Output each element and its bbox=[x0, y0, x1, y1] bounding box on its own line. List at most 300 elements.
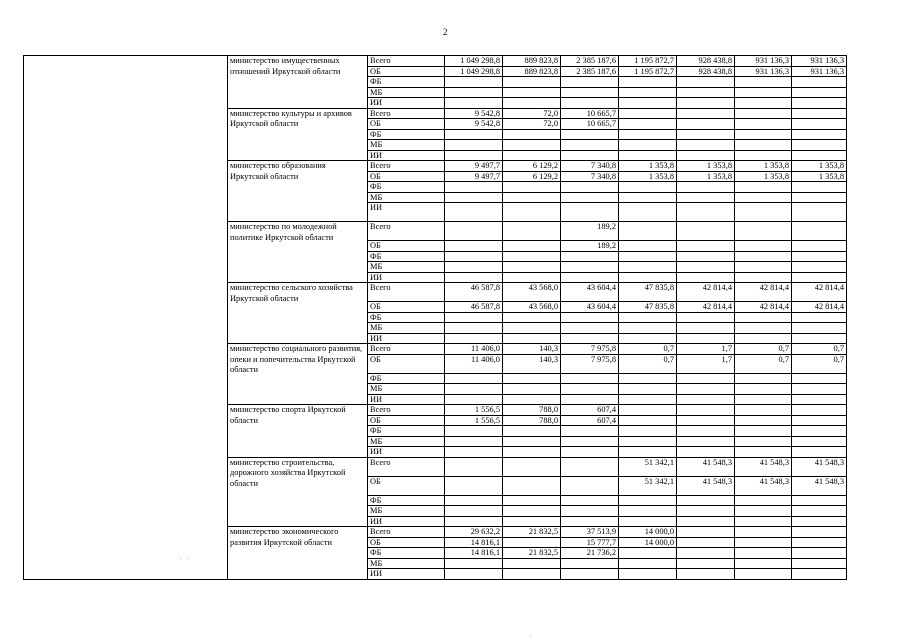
amount-cell bbox=[503, 506, 561, 517]
amount-cell bbox=[735, 150, 792, 161]
amount-cell bbox=[735, 415, 792, 426]
amount-cell: 1 195 872,7 bbox=[619, 56, 677, 67]
amount-cell bbox=[619, 495, 677, 506]
amount-cell bbox=[503, 537, 561, 548]
stray-dots: . . bbox=[180, 553, 192, 561]
amount-cell bbox=[792, 222, 847, 241]
amount-cell: 931 136,3 bbox=[735, 66, 792, 77]
amount-cell bbox=[445, 476, 503, 495]
amount-cell bbox=[503, 558, 561, 569]
amount-cell bbox=[619, 108, 677, 119]
funding-source: Всего bbox=[368, 283, 445, 302]
amount-cell bbox=[445, 457, 503, 476]
amount-cell bbox=[445, 262, 503, 273]
amount-cell bbox=[503, 373, 561, 384]
amount-cell: 1 353,8 bbox=[735, 171, 792, 182]
amount-cell bbox=[503, 262, 561, 273]
amount-cell: 6 129,2 bbox=[503, 171, 561, 182]
amount-cell bbox=[677, 129, 735, 140]
amount-cell: 43 568,0 bbox=[503, 302, 561, 313]
amount-cell bbox=[677, 373, 735, 384]
amount-cell bbox=[561, 140, 619, 151]
amount-cell bbox=[677, 537, 735, 548]
amount-cell bbox=[503, 495, 561, 506]
amount-cell: 41 548,3 bbox=[792, 457, 847, 476]
amount-cell bbox=[792, 548, 847, 559]
amount-cell: 1 353,8 bbox=[792, 161, 847, 172]
amount-cell bbox=[561, 436, 619, 447]
amount-cell bbox=[503, 323, 561, 334]
amount-cell bbox=[503, 203, 561, 222]
amount-cell: 21 736,2 bbox=[561, 548, 619, 559]
funding-source: Всего bbox=[368, 161, 445, 172]
amount-cell: 10 665,7 bbox=[561, 108, 619, 119]
amount-cell bbox=[735, 119, 792, 130]
amount-cell bbox=[677, 140, 735, 151]
funding-source: ФБ bbox=[368, 426, 445, 437]
amount-cell bbox=[792, 495, 847, 506]
amount-cell bbox=[792, 333, 847, 344]
amount-cell bbox=[619, 129, 677, 140]
amount-cell bbox=[561, 262, 619, 273]
amount-cell bbox=[503, 384, 561, 395]
organization-name: министерство спорта Иркутской области bbox=[228, 405, 368, 458]
table-row bbox=[24, 56, 847, 67]
amount-cell: 46 587,8 bbox=[445, 283, 503, 302]
amount-cell bbox=[677, 548, 735, 559]
funding-source: ИИ bbox=[368, 447, 445, 458]
amount-cell bbox=[445, 373, 503, 384]
amount-cell: 41 548,3 bbox=[677, 476, 735, 495]
amount-cell bbox=[619, 312, 677, 323]
amount-cell bbox=[792, 182, 847, 193]
amount-cell bbox=[619, 119, 677, 130]
amount-cell bbox=[445, 87, 503, 98]
amount-cell bbox=[619, 333, 677, 344]
amount-cell bbox=[677, 426, 735, 437]
amount-cell bbox=[503, 333, 561, 344]
amount-cell bbox=[445, 150, 503, 161]
amount-cell bbox=[735, 426, 792, 437]
amount-cell bbox=[677, 527, 735, 538]
amount-cell bbox=[619, 415, 677, 426]
organization-name: министерство по молодежной политике Иркутской области bbox=[228, 222, 368, 283]
amount-cell: 0,7 bbox=[735, 354, 792, 373]
amount-cell bbox=[561, 312, 619, 323]
funding-source: ИИ bbox=[368, 98, 445, 109]
leading-blank-column bbox=[24, 56, 228, 580]
amount-cell: 9 497,7 bbox=[445, 171, 503, 182]
amount-cell bbox=[619, 150, 677, 161]
amount-cell bbox=[561, 203, 619, 222]
organization-name: министерство образования Иркутской области bbox=[228, 161, 368, 222]
amount-cell bbox=[735, 140, 792, 151]
amount-cell bbox=[677, 272, 735, 283]
amount-cell bbox=[503, 476, 561, 495]
amount-cell bbox=[619, 548, 677, 559]
amount-cell: 1 049 298,8 bbox=[445, 66, 503, 77]
amount-cell: 1 556,5 bbox=[445, 405, 503, 416]
funding-source: ИИ bbox=[368, 150, 445, 161]
amount-cell bbox=[445, 192, 503, 203]
amount-cell bbox=[503, 272, 561, 283]
amount-cell: 47 835,8 bbox=[619, 283, 677, 302]
amount-cell bbox=[735, 373, 792, 384]
amount-cell bbox=[677, 203, 735, 222]
amount-cell bbox=[619, 506, 677, 517]
amount-cell: 72,0 bbox=[503, 108, 561, 119]
amount-cell bbox=[619, 77, 677, 88]
funding-source: Всего bbox=[368, 457, 445, 476]
amount-cell: 7 340,8 bbox=[561, 171, 619, 182]
amount-cell: 1 353,8 bbox=[677, 171, 735, 182]
funding-source: Всего bbox=[368, 527, 445, 538]
amount-cell: 1 195 872,7 bbox=[619, 66, 677, 77]
amount-cell bbox=[561, 447, 619, 458]
amount-cell: 42 814,4 bbox=[792, 302, 847, 313]
amount-cell: 43 604,4 bbox=[561, 302, 619, 313]
amount-cell bbox=[561, 457, 619, 476]
funding-source: ФБ bbox=[368, 548, 445, 559]
amount-cell bbox=[677, 192, 735, 203]
amount-cell: 0,7 bbox=[619, 354, 677, 373]
amount-cell: 931 136,3 bbox=[792, 56, 847, 67]
amount-cell bbox=[677, 108, 735, 119]
amount-cell bbox=[503, 312, 561, 323]
amount-cell bbox=[792, 312, 847, 323]
amount-cell bbox=[735, 436, 792, 447]
amount-cell bbox=[561, 182, 619, 193]
amount-cell bbox=[677, 119, 735, 130]
amount-cell bbox=[445, 251, 503, 262]
amount-cell bbox=[792, 436, 847, 447]
amount-cell: 14 816,1 bbox=[445, 537, 503, 548]
amount-cell bbox=[792, 415, 847, 426]
amount-cell: 1,7 bbox=[677, 344, 735, 355]
funding-source: Всего bbox=[368, 108, 445, 119]
amount-cell bbox=[792, 558, 847, 569]
organization-name: министерство социального развития, опеки и попечительства Иркутской области bbox=[228, 344, 368, 405]
amount-cell bbox=[677, 312, 735, 323]
amount-cell bbox=[735, 98, 792, 109]
amount-cell bbox=[677, 77, 735, 88]
amount-cell bbox=[503, 569, 561, 580]
amount-cell: 7 975,8 bbox=[561, 354, 619, 373]
amount-cell: 42 814,4 bbox=[677, 283, 735, 302]
amount-cell: 41 548,3 bbox=[735, 457, 792, 476]
amount-cell: 0,7 bbox=[792, 344, 847, 355]
amount-cell: 46 587,8 bbox=[445, 302, 503, 313]
amount-cell bbox=[677, 241, 735, 252]
funding-source: ФБ bbox=[368, 495, 445, 506]
amount-cell bbox=[735, 87, 792, 98]
amount-cell bbox=[445, 222, 503, 241]
amount-cell bbox=[503, 241, 561, 252]
amount-cell bbox=[735, 333, 792, 344]
amount-cell bbox=[561, 87, 619, 98]
amount-cell bbox=[619, 558, 677, 569]
amount-cell bbox=[445, 384, 503, 395]
amount-cell bbox=[445, 436, 503, 447]
amount-cell bbox=[735, 262, 792, 273]
amount-cell bbox=[561, 192, 619, 203]
amount-cell bbox=[792, 150, 847, 161]
amount-cell: 607,4 bbox=[561, 405, 619, 416]
amount-cell bbox=[503, 436, 561, 447]
amount-cell bbox=[735, 548, 792, 559]
amount-cell bbox=[561, 384, 619, 395]
amount-cell bbox=[792, 394, 847, 405]
amount-cell: 1,7 bbox=[677, 354, 735, 373]
amount-cell: 11 406,0 bbox=[445, 354, 503, 373]
amount-cell bbox=[561, 333, 619, 344]
amount-cell bbox=[503, 447, 561, 458]
amount-cell bbox=[503, 98, 561, 109]
amount-cell: 14 816,1 bbox=[445, 548, 503, 559]
amount-cell: 788,0 bbox=[503, 415, 561, 426]
amount-cell: 43 568,0 bbox=[503, 283, 561, 302]
amount-cell: 140,3 bbox=[503, 344, 561, 355]
amount-cell bbox=[561, 558, 619, 569]
amount-cell: 0,7 bbox=[792, 354, 847, 373]
amount-cell bbox=[735, 558, 792, 569]
amount-cell bbox=[445, 203, 503, 222]
amount-cell bbox=[619, 426, 677, 437]
amount-cell bbox=[677, 558, 735, 569]
funding-source: ОБ bbox=[368, 119, 445, 130]
amount-cell bbox=[735, 495, 792, 506]
amount-cell bbox=[677, 405, 735, 416]
amount-cell bbox=[735, 108, 792, 119]
amount-cell bbox=[735, 527, 792, 538]
amount-cell: 10 665,7 bbox=[561, 119, 619, 130]
funding-source: ФБ bbox=[368, 129, 445, 140]
amount-cell bbox=[792, 203, 847, 222]
amount-cell bbox=[677, 384, 735, 395]
amount-cell bbox=[445, 323, 503, 334]
amount-cell: 1 556,5 bbox=[445, 415, 503, 426]
amount-cell bbox=[735, 447, 792, 458]
amount-cell bbox=[792, 140, 847, 151]
amount-cell bbox=[792, 251, 847, 262]
amount-cell bbox=[677, 251, 735, 262]
amount-cell bbox=[792, 192, 847, 203]
amount-cell bbox=[561, 516, 619, 527]
amount-cell: 14 000,0 bbox=[619, 527, 677, 538]
amount-cell bbox=[735, 405, 792, 416]
amount-cell bbox=[619, 516, 677, 527]
funding-source: Всего bbox=[368, 56, 445, 67]
amount-cell: 889 823,8 bbox=[503, 66, 561, 77]
amount-cell bbox=[561, 476, 619, 495]
amount-cell bbox=[445, 241, 503, 252]
amount-cell: 607,4 bbox=[561, 415, 619, 426]
amount-cell bbox=[677, 182, 735, 193]
amount-cell: 21 832,5 bbox=[503, 527, 561, 538]
funding-source: ИИ bbox=[368, 394, 445, 405]
amount-cell bbox=[445, 98, 503, 109]
amount-cell bbox=[792, 108, 847, 119]
amount-cell bbox=[561, 98, 619, 109]
funding-source: Всего bbox=[368, 344, 445, 355]
stray-dot: . bbox=[530, 630, 532, 638]
amount-cell bbox=[503, 457, 561, 476]
amount-cell bbox=[792, 241, 847, 252]
amount-cell bbox=[792, 119, 847, 130]
amount-cell bbox=[445, 312, 503, 323]
organization-name: министерство строительства, дорожного хозяйства Иркутской области bbox=[228, 457, 368, 527]
amount-cell: 43 604,4 bbox=[561, 283, 619, 302]
funding-source: ИИ bbox=[368, 203, 445, 222]
amount-cell bbox=[619, 405, 677, 416]
amount-cell bbox=[735, 192, 792, 203]
amount-cell: 7 975,8 bbox=[561, 344, 619, 355]
amount-cell bbox=[445, 333, 503, 344]
amount-cell: 1 353,8 bbox=[619, 161, 677, 172]
amount-cell bbox=[445, 426, 503, 437]
amount-cell bbox=[619, 569, 677, 580]
amount-cell bbox=[445, 77, 503, 88]
amount-cell bbox=[792, 569, 847, 580]
funding-source: ФБ bbox=[368, 77, 445, 88]
organization-name: министерство сельского хозяйства Иркутской области bbox=[228, 283, 368, 344]
amount-cell bbox=[619, 436, 677, 447]
amount-cell bbox=[503, 394, 561, 405]
amount-cell: 1 353,8 bbox=[677, 161, 735, 172]
amount-cell bbox=[677, 415, 735, 426]
amount-cell bbox=[561, 251, 619, 262]
amount-cell bbox=[677, 447, 735, 458]
amount-cell bbox=[619, 98, 677, 109]
amount-cell bbox=[792, 426, 847, 437]
amount-cell: 2 385 187,6 bbox=[561, 66, 619, 77]
amount-cell bbox=[503, 182, 561, 193]
funding-source: МБ bbox=[368, 87, 445, 98]
amount-cell: 9 542,8 bbox=[445, 119, 503, 130]
amount-cell bbox=[561, 569, 619, 580]
amount-cell bbox=[619, 241, 677, 252]
amount-cell bbox=[735, 516, 792, 527]
amount-cell bbox=[619, 87, 677, 98]
funding-source: МБ bbox=[368, 140, 445, 151]
amount-cell: 0,7 bbox=[735, 344, 792, 355]
amount-cell: 42 814,4 bbox=[735, 302, 792, 313]
amount-cell bbox=[445, 129, 503, 140]
funding-source: ФБ bbox=[368, 251, 445, 262]
amount-cell bbox=[677, 506, 735, 517]
funding-source: МБ bbox=[368, 323, 445, 334]
amount-cell bbox=[503, 222, 561, 241]
amount-cell bbox=[735, 506, 792, 517]
amount-cell: 41 548,3 bbox=[677, 457, 735, 476]
amount-cell bbox=[792, 373, 847, 384]
funding-source: МБ bbox=[368, 262, 445, 273]
amount-cell bbox=[792, 98, 847, 109]
amount-cell bbox=[677, 87, 735, 98]
amount-cell: 51 342,1 bbox=[619, 457, 677, 476]
amount-cell bbox=[735, 203, 792, 222]
amount-cell: 1 049 298,8 bbox=[445, 56, 503, 67]
amount-cell bbox=[561, 426, 619, 437]
amount-cell bbox=[735, 77, 792, 88]
amount-cell bbox=[792, 384, 847, 395]
amount-cell bbox=[792, 405, 847, 416]
amount-cell bbox=[677, 495, 735, 506]
amount-cell bbox=[677, 569, 735, 580]
amount-cell: 2 385 187,6 bbox=[561, 56, 619, 67]
amount-cell bbox=[561, 272, 619, 283]
amount-cell bbox=[503, 192, 561, 203]
amount-cell: 72,0 bbox=[503, 119, 561, 130]
amount-cell bbox=[792, 537, 847, 548]
amount-cell bbox=[792, 516, 847, 527]
funding-source: МБ bbox=[368, 506, 445, 517]
page-number: 2 bbox=[443, 27, 448, 37]
funding-source: ИИ bbox=[368, 272, 445, 283]
amount-cell bbox=[735, 323, 792, 334]
amount-cell: 42 814,4 bbox=[735, 283, 792, 302]
amount-cell: 1 353,8 bbox=[619, 171, 677, 182]
amount-cell bbox=[792, 77, 847, 88]
amount-cell: 41 548,3 bbox=[735, 476, 792, 495]
amount-cell bbox=[561, 323, 619, 334]
amount-cell: 14 000,0 bbox=[619, 537, 677, 548]
amount-cell bbox=[619, 323, 677, 334]
amount-cell bbox=[503, 516, 561, 527]
funding-source: ОБ bbox=[368, 537, 445, 548]
amount-cell bbox=[503, 150, 561, 161]
amount-cell bbox=[619, 251, 677, 262]
amount-cell bbox=[677, 516, 735, 527]
amount-cell bbox=[503, 251, 561, 262]
amount-cell: 41 548,3 bbox=[792, 476, 847, 495]
funding-source: ОБ bbox=[368, 241, 445, 252]
amount-cell bbox=[619, 203, 677, 222]
budget-table bbox=[23, 55, 847, 580]
amount-cell: 928 438,8 bbox=[677, 56, 735, 67]
amount-cell bbox=[735, 241, 792, 252]
funding-source: ОБ bbox=[368, 354, 445, 373]
amount-cell: 928 438,8 bbox=[677, 66, 735, 77]
amount-cell: 9 542,8 bbox=[445, 108, 503, 119]
amount-cell bbox=[561, 77, 619, 88]
funding-source: МБ bbox=[368, 192, 445, 203]
amount-cell bbox=[445, 447, 503, 458]
amount-cell bbox=[677, 436, 735, 447]
amount-cell bbox=[561, 373, 619, 384]
amount-cell bbox=[735, 312, 792, 323]
amount-cell bbox=[445, 394, 503, 405]
amount-cell bbox=[445, 495, 503, 506]
funding-source: ФБ bbox=[368, 182, 445, 193]
amount-cell bbox=[503, 426, 561, 437]
amount-cell: 189,2 bbox=[561, 241, 619, 252]
funding-source: Всего bbox=[368, 405, 445, 416]
funding-source: Всего bbox=[368, 222, 445, 241]
amount-cell bbox=[503, 129, 561, 140]
funding-source: ИИ bbox=[368, 516, 445, 527]
amount-cell bbox=[619, 262, 677, 273]
amount-cell bbox=[735, 569, 792, 580]
amount-cell: 0,7 bbox=[619, 344, 677, 355]
amount-cell: 11 406,0 bbox=[445, 344, 503, 355]
amount-cell bbox=[792, 323, 847, 334]
amount-cell bbox=[677, 394, 735, 405]
amount-cell bbox=[792, 129, 847, 140]
amount-cell bbox=[735, 384, 792, 395]
funding-source: ОБ bbox=[368, 171, 445, 182]
amount-cell bbox=[735, 537, 792, 548]
